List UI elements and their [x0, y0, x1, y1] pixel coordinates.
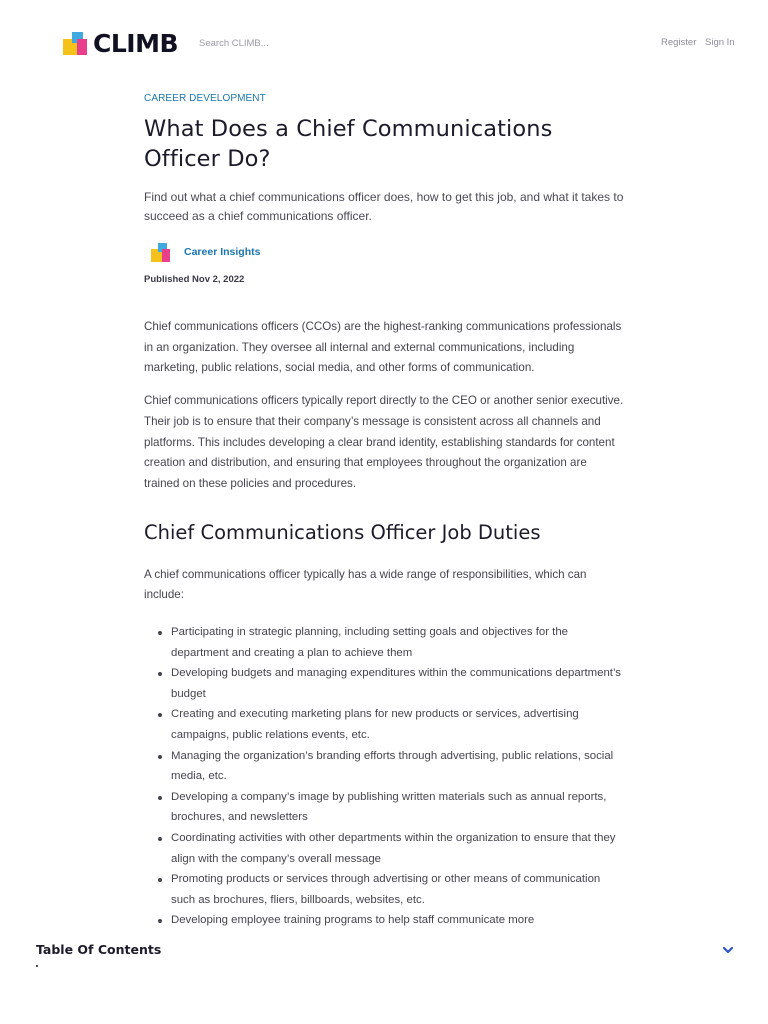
author-link[interactable]: Career Insights: [184, 246, 261, 258]
published-date: Published Nov 2, 2022: [144, 274, 245, 285]
article-subtitle: Find out what a chief communications officer does, how to get this job, and what it takes to succeed as a chief communications officer.: [144, 190, 624, 223]
toc-marker: [36, 965, 38, 967]
list-item: Participating in strategic planning, including setting goals and objectives for the department and creating a plan to achieve them: [171, 622, 624, 663]
search-input[interactable]: [199, 36, 459, 50]
climb-logo[interactable]: [63, 28, 178, 58]
page-title: What Does a Chief Communications Officer Do?: [144, 116, 553, 172]
category-link[interactable]: CAREER DEVELOPMENT: [144, 93, 266, 104]
article-paragraph-2: Chief communications officers typically report directly to the CEO or another senior executive. Their job is to ensure that their company’s message is consistent across all channels and platforms. This includes developing a clear brand identity, establishing standards for content creation and distribution, and ensuring that employees throughout the organization are trained on these policies and procedures.: [144, 394, 624, 490]
register-link[interactable]: Register: [661, 37, 697, 48]
author-byline: [144, 240, 624, 264]
section-heading: Chief Communications Officer Job Duties: [144, 520, 541, 544]
article: [144, 93, 624, 931]
logo-text: CLIMB: [93, 28, 179, 58]
list-item: Managing the organization’s branding efforts through advertising, public relations, social media, etc.: [171, 746, 624, 787]
climb-logo-icon: [63, 29, 91, 57]
section-intro: A chief communications officer typically has a wide range of responsibilities, which can include:: [144, 567, 587, 602]
sign-in-link[interactable]: Sign In: [705, 37, 735, 48]
author-avatar-icon: [151, 241, 173, 263]
list-item: Coordinating activities with other departments within the organization to ensure that they align with the company’s overall message: [171, 828, 624, 869]
duties-list: [144, 622, 624, 931]
chevron-down-icon[interactable]: [721, 944, 735, 956]
list-item: Creating and executing marketing plans for new products or services, advertising campaigns, public relations events, etc.: [171, 704, 624, 745]
toc-title[interactable]: Table Of Contents: [36, 942, 162, 957]
site-header: [0, 0, 768, 84]
list-item: Developing budgets and managing expenditures within the communications department’s budget: [171, 663, 624, 704]
table-of-contents-bar[interactable]: [0, 934, 768, 1024]
list-item: Developing employee training programs to help staff communicate more: [171, 910, 624, 931]
list-item: Promoting products or services through advertising or other means of communication such as brochures, fliers, billboards, websites, etc.: [171, 869, 624, 910]
list-item: Developing a company’s image by publishing written materials such as annual reports, brochures, and newsletters: [171, 787, 624, 828]
article-paragraph-1: Chief communications officers (CCOs) are the highest-ranking communications professionals in an organization. They oversee all internal and external communications, including marketing, public relations, social media, and other forms of communication.: [144, 320, 622, 375]
